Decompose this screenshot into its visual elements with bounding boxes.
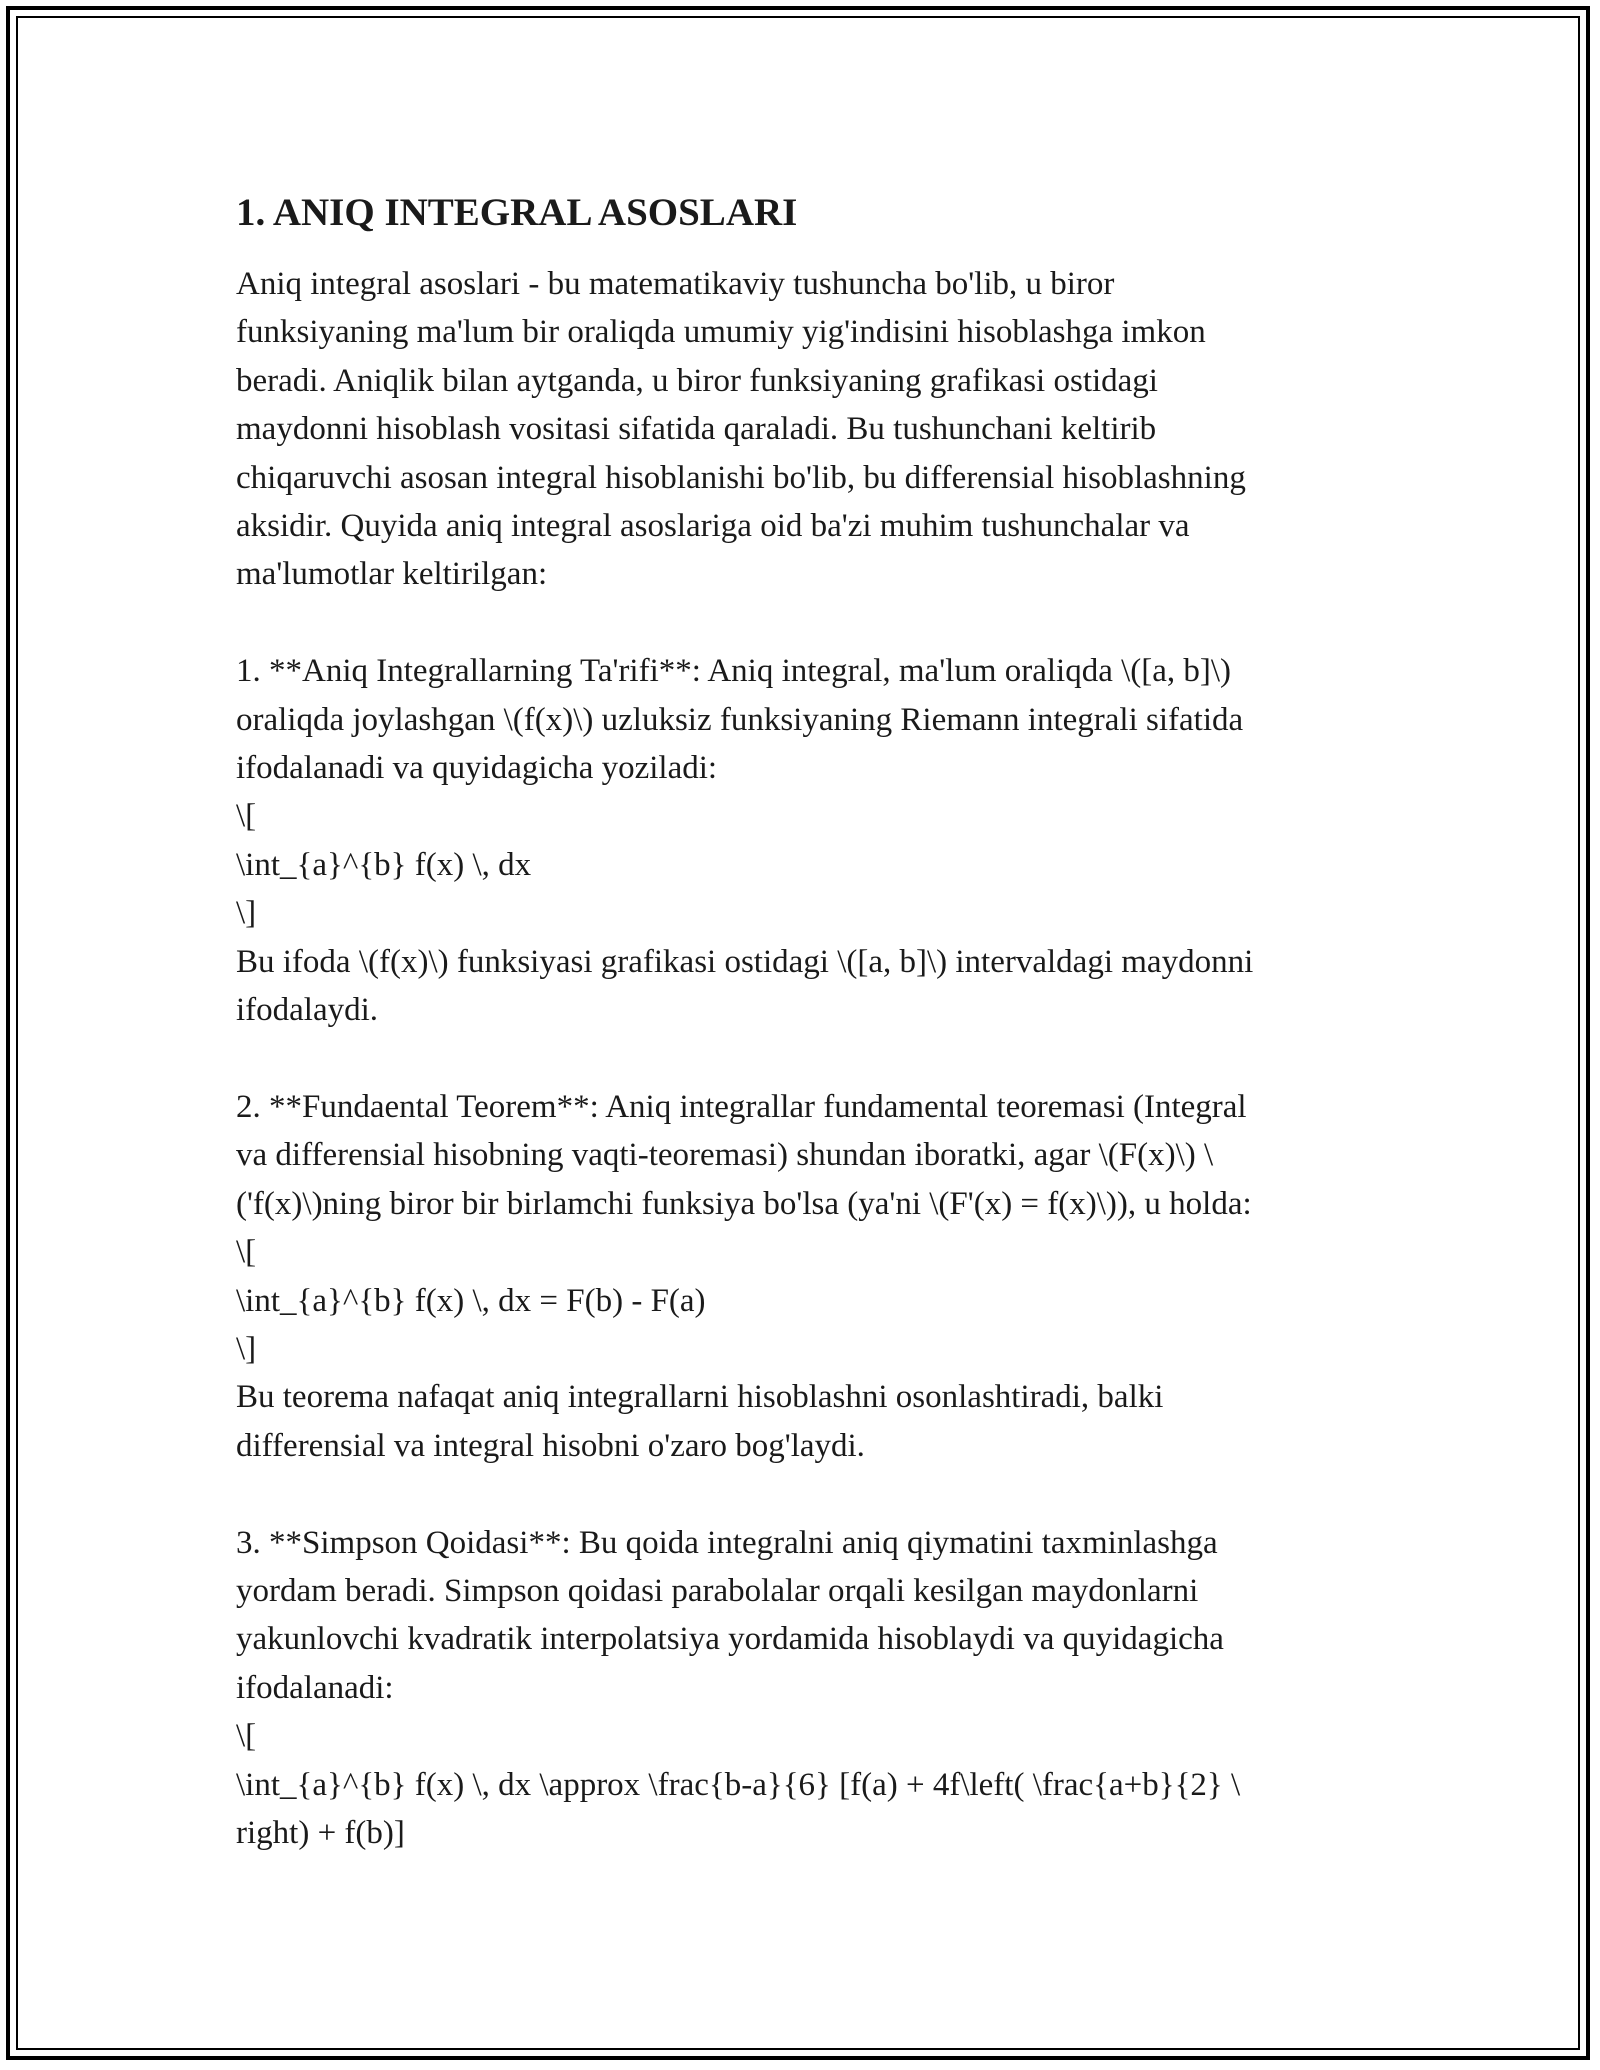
text-line: right) + f(b)] <box>236 1814 405 1851</box>
text-line: \] <box>236 1330 257 1367</box>
text-line: \int_{a}^{b} f(x) \, dx <box>236 846 532 883</box>
text-line: funksiyaning ma'lum bir oraliqda umumiy yig'indisini hisoblashga imkon <box>236 314 1206 351</box>
text-line: 3. **Simpson Qoidasi**: Bu qoida integralni aniq qiymatini taxminlashga <box>236 1524 1218 1561</box>
text-line: \[ <box>236 1234 257 1271</box>
text-line: yordam beradi. Simpson qoidasi parabolalar orqali kesilgan maydonlarni <box>236 1572 1199 1609</box>
text-line: va differensial hisobning vaqti-teoremasi) shundan iboratki, agar \(F(x)\) \ <box>236 1137 1214 1174</box>
text-line: \[ <box>236 1718 257 1755</box>
text-line: ('f(x)\)ning biror bir birlamchi funksiya bo'lsa (ya'ni \(F'(x) = f(x)\)), u holda: <box>236 1185 1252 1222</box>
text-line: ma'lumotlar keltirilgan: <box>236 556 548 593</box>
text-line: ifodalaydi. <box>236 992 379 1029</box>
text-line: differensial va integral hisobni o'zaro bog'laydi. <box>236 1427 865 1464</box>
text-line: \int_{a}^{b} f(x) \, dx \approx \frac{b-a}{6} [f(a) + 4f\left( \frac{a+b}{2} \ <box>236 1766 1241 1803</box>
text-line: chiqaruvchi asosan integral hisoblanishi bo'lib, bu differensial hisoblashning <box>236 459 1246 496</box>
blank-line <box>236 1470 1376 1518</box>
text-line: \int_{a}^{b} f(x) \, dx = F(b) - F(a) <box>236 1282 706 1319</box>
document-body <box>236 186 1376 1857</box>
text-line: ifodalanadi va quyidagicha yoziladi: <box>236 750 718 787</box>
text-line: 1. **Aniq Integrallarning Ta'rifi**: Aniq integral, ma'lum oraliqda \([a, b]\) <box>236 653 1232 690</box>
text-line: Bu teorema nafaqat aniq integrallarni hisoblashni osonlashtiradi, balki <box>236 1379 1164 1416</box>
text-line: beradi. Aniqlik bilan aytganda, u biror funksiyaning grafikasi ostidagi <box>236 362 1158 399</box>
text-line: \] <box>236 895 257 932</box>
text-line: aksidir. Quyida aniq integral asoslariga oid ba'zi muhim tushunchalar va <box>236 508 1190 545</box>
text-line: \[ <box>236 798 257 835</box>
blank-line <box>236 1034 1376 1082</box>
text-line: Aniq integral asoslari - bu matematikaviy tushuncha bo'lib, u biror <box>236 266 1115 302</box>
blank-line <box>236 599 1376 647</box>
text-line: Bu ifoda \(f(x)\) funksiyasi grafikasi ostidagi \([a, b]\) intervaldagi maydonni <box>236 943 1254 980</box>
document-title: 1. ANIQ INTEGRAL ASOSLARI <box>236 191 798 234</box>
text-line: ifodalanadi: <box>236 1669 394 1706</box>
text-line: oraliqda joylashgan \(f(x)\) uzluksiz funksiyaning Riemann integrali sifatida <box>236 701 1244 738</box>
text-line: 2. **Fundaental Teorem**: Aniq integrallar fundamental teoremasi (Integral <box>236 1088 1247 1125</box>
document-text <box>236 260 1376 1857</box>
text-line: yakunlovchi kvadratik interpolatsiya yordamida hisoblaydi va quyidagicha <box>236 1621 1224 1658</box>
text-line: maydonni hisoblash vositasi sifatida qaraladi. Bu tushunchani keltirib <box>236 411 1157 448</box>
